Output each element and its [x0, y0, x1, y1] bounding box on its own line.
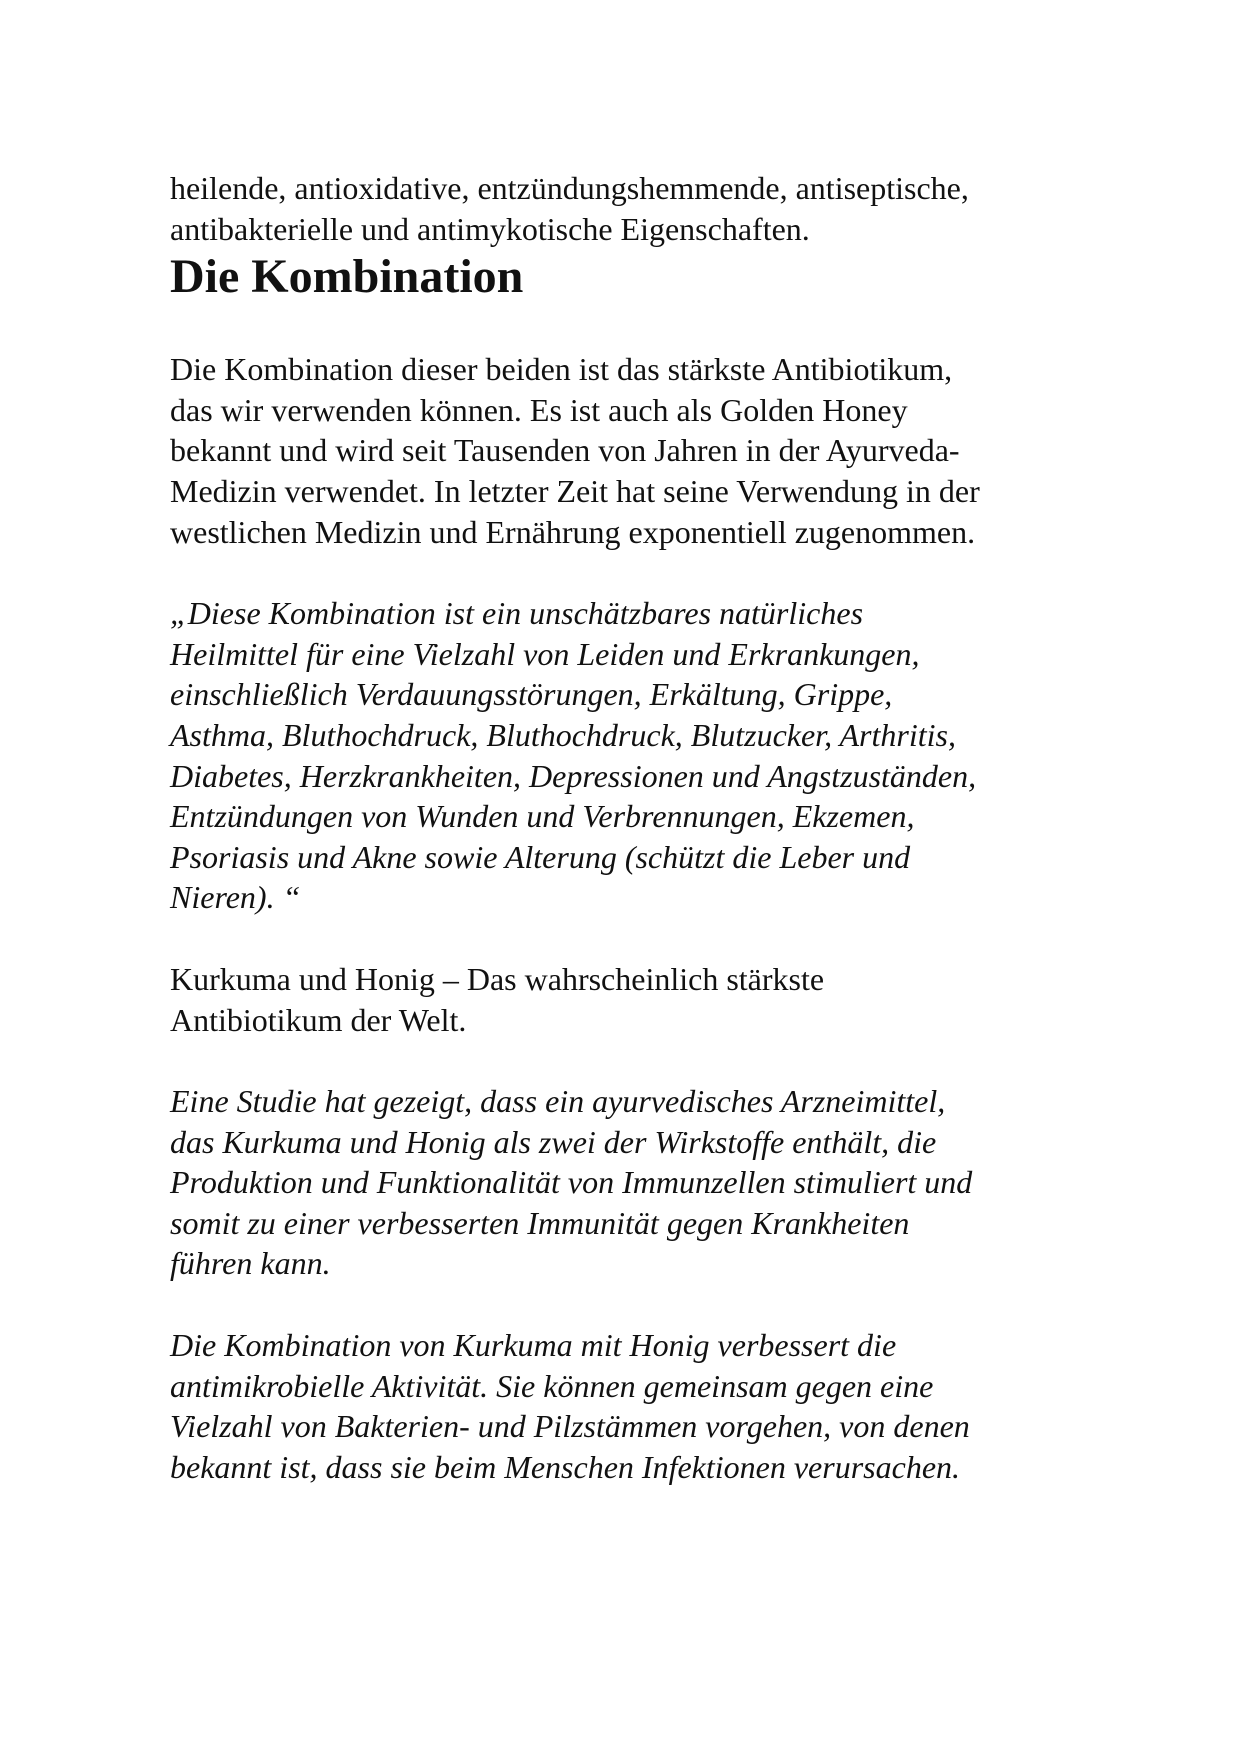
- quote-line: „Diese Kombination ist ein unschätzbares natürliches: [170, 595, 864, 632]
- quote-line: Nieren). “: [170, 879, 301, 916]
- combination-line: Medizin verwendet. In letzter Zeit hat seine Verwendung in der: [170, 472, 980, 509]
- study-line: führen kann.: [170, 1245, 331, 1282]
- quote-line: Entzündungen von Wunden und Verbrennungen, Ekzemen,: [170, 798, 915, 835]
- quote-paragraph: [170, 593, 1090, 918]
- study-paragraph: [170, 1081, 1090, 1284]
- intro-paragraph: [170, 168, 1090, 249]
- combination-paragraph: [170, 349, 1090, 552]
- antimicrobial-paragraph: [170, 1325, 1090, 1487]
- antimicrobial-line: antimikrobielle Aktivität. Sie können gemeinsam gegen eine: [170, 1367, 934, 1404]
- study-line: Produktion und Funktionalität von Immunzellen stimuliert und: [170, 1164, 973, 1201]
- intro-line: antibakterielle und antimykotische Eigenschaften.: [170, 210, 810, 247]
- antimicrobial-line: bekannt ist, dass sie beim Menschen Infektionen verursachen.: [170, 1448, 961, 1485]
- kurkuma-paragraph: [170, 959, 1090, 1040]
- combination-line: das wir verwenden können. Es ist auch als Golden Honey: [170, 391, 908, 428]
- quote-line: Heilmittel für eine Vielzahl von Leiden und Erkrankungen,: [170, 635, 920, 672]
- quote-line: Diabetes, Herzkrankheiten, Depressionen und Angstzuständen,: [170, 757, 977, 794]
- study-line: somit zu einer verbesserten Immunität gegen Krankheiten: [170, 1204, 910, 1241]
- quote-line: Asthma, Bluthochdruck, Bluthochdruck, Blutzucker, Arthritis,: [170, 716, 956, 753]
- antimicrobial-line: Die Kombination von Kurkuma mit Honig verbessert die: [170, 1327, 897, 1364]
- combination-line: Die Kombination dieser beiden ist das stärkste Antibiotikum,: [170, 351, 953, 388]
- section-heading: Die Kombination: [170, 250, 524, 304]
- study-line: das Kurkuma und Honig als zwei der Wirkstoffe enthält, die: [170, 1123, 937, 1160]
- combination-line: westlichen Medizin und Ernährung exponentiell zugenommen.: [170, 513, 976, 550]
- document-page: [170, 168, 1090, 1487]
- study-line: Eine Studie hat gezeigt, dass ein ayurvedisches Arzneimittel,: [170, 1083, 946, 1120]
- quote-line: Psoriasis und Akne sowie Alterung (schützt die Leber und: [170, 838, 911, 875]
- quote-line: einschließlich Verdauungsstörungen, Erkältung, Grippe,: [170, 676, 893, 713]
- kurkuma-line: Antibiotikum der Welt.: [170, 1001, 467, 1038]
- intro-line: heilende, antioxidative, entzündungshemmende, antiseptische,: [170, 170, 969, 206]
- combination-line: bekannt und wird seit Tausenden von Jahren in der Ayurveda-: [170, 432, 960, 469]
- kurkuma-line: Kurkuma und Honig – Das wahrscheinlich stärkste: [170, 960, 825, 997]
- antimicrobial-line: Vielzahl von Bakterien- und Pilzstämmen vorgehen, von denen: [170, 1408, 970, 1445]
